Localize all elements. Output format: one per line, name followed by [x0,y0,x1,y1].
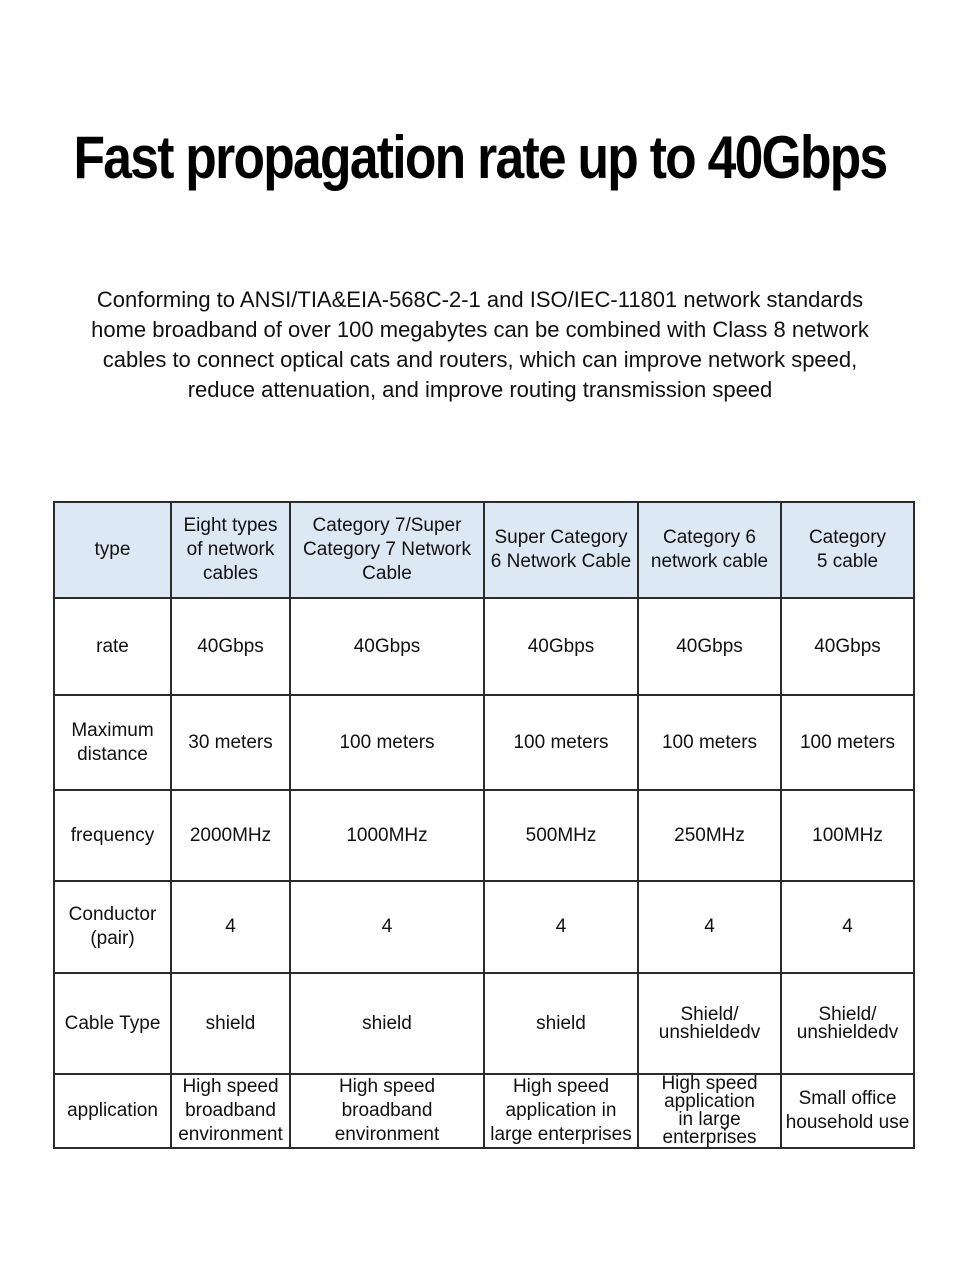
cell-text-line: enterprises [662,1127,757,1148]
table-row [54,881,914,973]
cell-text-line: broadband [341,1100,433,1121]
cell-text-line: rate [96,635,129,657]
table-cell [781,790,914,881]
intro-line: reduce attenuation, and improve routing transmission speed [187,377,773,402]
cell-text-line: 2000MHz [189,824,272,846]
table-cell [781,598,914,695]
page-title: Fast propagation rate up to 40Gbps [73,124,887,191]
cell-text-line: 40Gbps [676,635,743,657]
cell-text-line: Category [808,527,887,548]
table-cell [290,790,484,881]
cell-text-line: Category 7 Network [303,539,471,560]
table-cell [638,881,781,973]
cell-text-line: Cable Type [64,1012,161,1034]
column-header [638,502,781,598]
cell-text-line: 100 meters [339,731,435,753]
cell-text-line: 1000MHz [346,824,428,846]
table-cell [484,973,638,1074]
cell-text-line: shield [362,1012,412,1034]
cell-text-line: 100 meters [513,731,609,753]
row-label-maximum-distance [54,695,171,790]
cell-text-line: application [664,1091,755,1112]
table-cell [638,973,781,1074]
table-header-row [54,502,914,598]
cell-text-line: 6 Network Cable [490,551,632,572]
cell-text-line: 4 [225,916,236,937]
cell-text-line: household use [785,1112,910,1133]
cell-text-line: shield [536,1012,586,1034]
intro-line: cables to connect optical cats and routers, which can improve network speed, [102,347,858,372]
cell-text-line: 4 [381,916,393,937]
cell-text-line: 30 meters [188,731,273,753]
cell-text-line: distance [77,743,148,765]
cell-text-line: application [67,1100,158,1121]
cell-text-line: Shield/ [680,1003,739,1025]
cell-text-line: unshieldedv [658,1021,761,1043]
table-cell [638,695,781,790]
cell-text-line: 100 meters [661,731,758,753]
cell-text-line: large enterprises [490,1124,632,1145]
cell-text-line: 500MHz [525,824,597,846]
cell-text-line: network cable [650,551,769,572]
cell-text-line: 40Gbps [197,635,264,657]
cell-text-line: environment [334,1124,440,1145]
cell-text-line: unshieldedv [796,1021,899,1043]
table-cell [781,973,914,1074]
table-cell [484,790,638,881]
cell-text-line: 4 [704,916,715,937]
intro-line: home broadband of over 100 megabytes can be combined with Class 8 network [91,317,869,342]
cell-text-line: Eight types [183,515,278,536]
column-header [290,502,484,598]
table-cell [484,598,638,695]
table-cell [290,695,484,790]
table-cell [290,973,484,1074]
cell-text-line: High speed [661,1073,758,1094]
cell-text-line: in large [678,1109,741,1130]
cell-text-line: 4 [555,916,567,937]
column-header [781,502,914,598]
table-row [54,973,914,1074]
table-cell [484,881,638,973]
comparison-table [53,501,915,1149]
cell-text-line: shield [205,1012,256,1034]
cell-text-line: application in [505,1100,617,1121]
cell-text-line: 40Gbps [527,635,595,657]
table-cell [171,973,290,1074]
row-label-conductor-pair [54,881,171,973]
cell-text-line: Cable [362,563,412,584]
cell-text-line: High speed [338,1076,436,1097]
cell-text-line: of network [186,539,275,560]
header-label-type: type [54,502,171,598]
cell-text-line: 40Gbps [814,635,881,657]
cell-text-line: Small office [798,1088,897,1109]
table-body [54,598,914,1148]
cell-text-line: broadband [185,1100,276,1121]
row-label-frequency [54,790,171,881]
cell-text-line: Shield/ [818,1003,877,1025]
table-cell [781,695,914,790]
table-cell [171,881,290,973]
table-cell [290,598,484,695]
cell-text-line: 100 meters [799,731,896,753]
cell-text-line: 5 cable [816,551,879,572]
table-cell [290,881,484,973]
table-cell [484,1074,638,1148]
cell-text-line: frequency [70,824,155,846]
table-row [54,598,914,695]
table-cell [781,881,914,973]
table-cell [171,790,290,881]
table-cell [638,790,781,881]
row-label-application [54,1074,171,1148]
cell-text-line: Category 7/Super [312,515,462,536]
cell-text-line: (pair) [90,928,135,949]
intro-paragraph [40,285,920,405]
cell-text-line: Super Category [494,527,628,548]
intro-line: Conforming to ANSI/TIA&EIA-568C-2-1 and ISO/IEC-11801 network standards [96,287,864,312]
cell-text-line: cables [203,563,258,584]
table-cell [290,1074,484,1148]
table-cell [171,1074,290,1148]
table-cell [171,598,290,695]
table-row [54,695,914,790]
table-cell [638,598,781,695]
cell-text-line: Conductor [68,904,157,925]
column-header [484,502,638,598]
cell-text-line: 250MHz [674,824,745,846]
table-row [54,1074,914,1148]
cell-text-line: 4 [842,916,853,937]
table-cell [484,695,638,790]
cell-text-line: High speed [182,1076,279,1097]
cell-text-line: 40Gbps [353,635,421,657]
row-label-rate [54,598,171,695]
cell-text-line: 100MHz [812,824,883,846]
cell-text-line: Category 6 [663,527,756,548]
table-cell [781,1074,914,1148]
cell-text-line: Maximum [71,719,154,741]
row-label-cable-type [54,973,171,1074]
table-row [54,790,914,881]
cell-text-line: environment [178,1124,283,1145]
column-header [171,502,290,598]
table-cell [638,1074,781,1148]
cell-text-line: High speed [512,1076,610,1097]
table-cell [171,695,290,790]
